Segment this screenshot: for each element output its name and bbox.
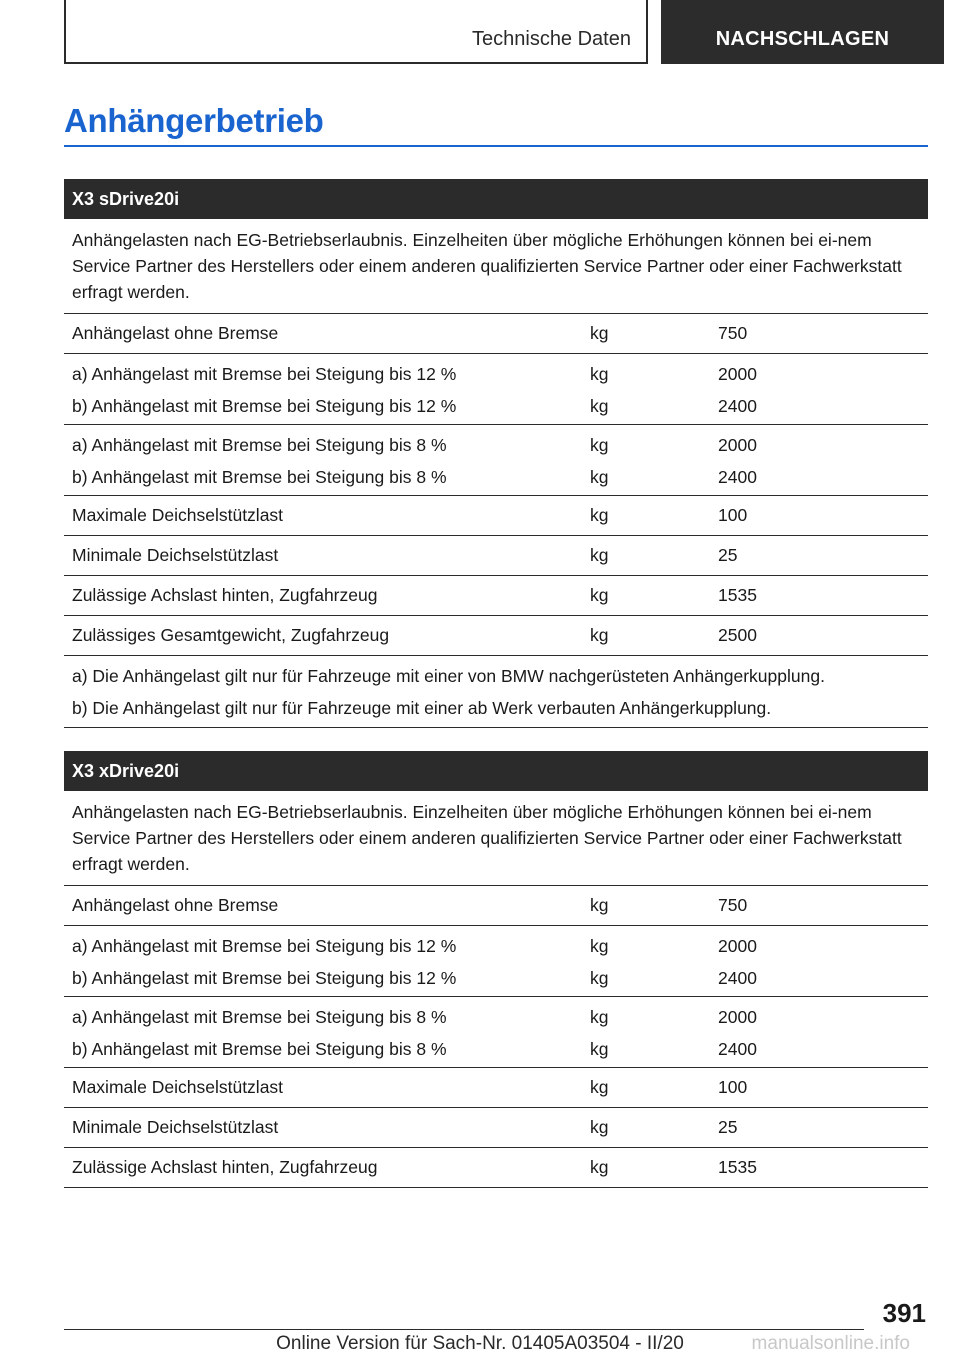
footer [0, 1333, 960, 1355]
row-unit-b: kg [590, 1039, 609, 1059]
row-value: 100 [718, 505, 748, 525]
footer-watermark[interactable]: manualsonline.info [751, 1333, 910, 1354]
row-value: 2500 [718, 625, 757, 645]
row-label: Anhängelast ohne Bremse [72, 895, 279, 915]
row-value: 25 [718, 1117, 738, 1137]
table-row [64, 1068, 928, 1108]
page-title: Anhängerbetrieb [64, 102, 324, 139]
row-value-a: 2000 [718, 1007, 757, 1027]
row-value-b: 2400 [718, 968, 757, 988]
row-unit-a: kg [590, 1007, 609, 1027]
row-unit-b: kg [590, 396, 609, 416]
table-row [64, 926, 928, 997]
section-heading: X3 sDrive20i [64, 179, 928, 219]
tab-nachschlagen-label: NACHSCHLAGEN [715, 28, 890, 50]
row-label-b: b) Anhängelast mit Bremse bei Steigung bis 8 % [72, 467, 447, 487]
row-value-a: 2000 [718, 936, 757, 956]
row-value: 25 [718, 545, 738, 565]
section-heading: X3 xDrive20i [64, 751, 928, 791]
row-unit: kg [590, 505, 609, 525]
row-label-a: a) Anhängelast mit Bremse bei Steigung bis 12 % [72, 936, 457, 956]
footer-divider [64, 1329, 864, 1330]
table-row [64, 997, 928, 1068]
table-row [64, 536, 928, 576]
row-label: Zulässige Achslast hinten, Zugfahrzeug [72, 585, 378, 605]
table-row [64, 886, 928, 926]
page-number: 391 [882, 1298, 926, 1328]
row-unit: kg [590, 895, 609, 915]
row-value-b: 2400 [718, 1039, 757, 1059]
row-unit: kg [590, 1077, 609, 1097]
table-row [64, 425, 928, 496]
row-unit-a: kg [590, 936, 609, 956]
footer-version: Online Version für Sach-Nr. 01405A03504 - II/20 [276, 1333, 684, 1354]
row-value-a: 2000 [718, 364, 757, 384]
section-x3-sdrive20i [64, 179, 928, 728]
table-row [64, 1148, 928, 1188]
row-value: 1535 [718, 1157, 757, 1177]
row-label-a: a) Anhängelast mit Bremse bei Steigung bis 8 % [72, 1007, 447, 1027]
row-label-a: a) Anhängelast mit Bremse bei Steigung bis 12 % [72, 364, 457, 384]
row-label-b: b) Anhängelast mit Bremse bei Steigung bis 8 % [72, 1039, 447, 1059]
row-label: Maximale Deichselstützlast [72, 505, 284, 525]
row-label: Maximale Deichselstützlast [72, 1077, 284, 1097]
row-unit-b: kg [590, 467, 609, 487]
row-value: 750 [718, 895, 748, 915]
row-value-b: 2400 [718, 396, 757, 416]
row-unit-a: kg [590, 435, 609, 455]
row-label: Minimale Deichselstützlast [72, 1117, 279, 1137]
footnote-b: b) Die Anhängelast gilt nur für Fahrzeuge mit einer ab Werk verbauten Anhängerkupplung. [72, 698, 772, 718]
row-value: 1535 [718, 585, 757, 605]
row-unit: kg [590, 545, 609, 565]
table-row [64, 354, 928, 425]
section-intro: Anhängelasten nach EG-Betriebserlaubnis. Einzelheiten über mögliche Erhöhungen können bei ei-nem Service Partner des Herstellers oder einem anderen qualifizierten Service Partner oder einer Fachwerkstatt erfragt werden. [64, 219, 928, 314]
row-value-a: 2000 [718, 435, 757, 455]
table-row [64, 576, 928, 616]
section-x3-xdrive20i [64, 751, 928, 1188]
row-unit: kg [590, 1117, 609, 1137]
tab-technische-daten-label: Technische Daten [472, 28, 631, 50]
footnote-a: a) Die Anhängelast gilt nur für Fahrzeuge mit einer von BMW nachgerüsteten Anhängerkupplung. [72, 666, 825, 686]
row-unit: kg [590, 1157, 609, 1177]
row-label-a: a) Anhängelast mit Bremse bei Steigung bis 8 % [72, 435, 447, 455]
table-row [64, 1108, 928, 1148]
table-row [64, 616, 928, 656]
row-label-b: b) Anhängelast mit Bremse bei Steigung bis 12 % [72, 396, 457, 416]
row-unit-b: kg [590, 968, 609, 988]
row-value: 100 [718, 1077, 748, 1097]
row-unit: kg [590, 585, 609, 605]
footnotes [64, 656, 928, 728]
row-label: Minimale Deichselstützlast [72, 545, 279, 565]
tab-nachschlagen[interactable] [661, 0, 944, 64]
row-unit-a: kg [590, 364, 609, 384]
page-header [0, 0, 960, 66]
row-unit: kg [590, 323, 609, 343]
row-value-b: 2400 [718, 467, 757, 487]
section-intro: Anhängelasten nach EG-Betriebserlaubnis. Einzelheiten über mögliche Erhöhungen können bei ei-nem Service Partner des Herstellers oder einem anderen qualifizierten Service Partner oder einer Fachwerkstatt erfragt werden. [64, 791, 928, 886]
row-label: Zulässige Achslast hinten, Zugfahrzeug [72, 1157, 378, 1177]
row-unit: kg [590, 625, 609, 645]
title-divider [64, 145, 928, 147]
row-label: Anhängelast ohne Bremse [72, 323, 279, 343]
table-row [64, 314, 928, 354]
row-label: Zulässiges Gesamtgewicht, Zugfahrzeug [72, 625, 390, 645]
table-row [64, 496, 928, 536]
row-label-b: b) Anhängelast mit Bremse bei Steigung bis 12 % [72, 968, 457, 988]
row-value: 750 [718, 323, 748, 343]
